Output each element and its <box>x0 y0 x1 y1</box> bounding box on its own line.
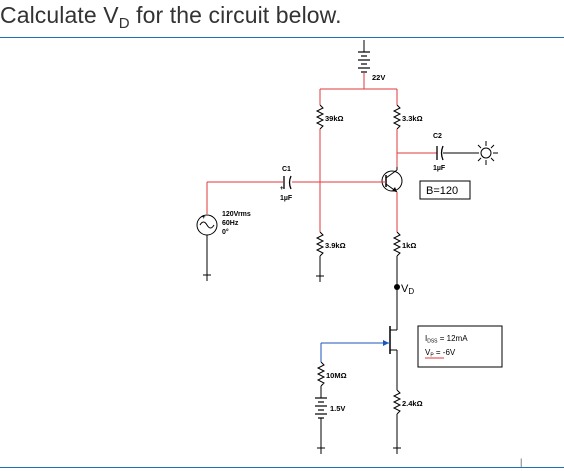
vd-label: VD <box>401 283 415 296</box>
resistor-rc <box>394 105 423 129</box>
stray-pipe-char: | <box>520 457 523 467</box>
r1-label: 39kΩ <box>325 114 344 123</box>
ac-source <box>197 211 251 281</box>
question-subscript: D <box>118 15 130 32</box>
beta-label: B=120 <box>426 185 459 197</box>
resistor-re <box>394 232 416 256</box>
question-prefix: Calculate V <box>0 2 119 28</box>
resistor-rs <box>393 390 423 454</box>
output-probe-icon <box>474 141 498 165</box>
c2-name: C2 <box>433 133 442 140</box>
resistor-r1 <box>317 105 344 129</box>
jfet-params-box <box>418 326 502 367</box>
rc-label: 3.3kΩ <box>402 114 423 123</box>
source-line2: 60Hz <box>222 220 239 227</box>
capacitor-c2 <box>397 133 478 172</box>
resistor-rg <box>318 362 347 386</box>
c1-name: C1 <box>282 166 291 173</box>
rg-label: 10MΩ <box>326 371 347 380</box>
c2-value: 1µF <box>433 165 446 172</box>
ac-source-plus: + <box>202 215 206 221</box>
source-line1: 120Vrms <box>222 211 251 218</box>
idss-param: IDSS = 12mA <box>425 334 468 345</box>
bottom-divider <box>0 467 564 468</box>
jfet-transistor <box>321 326 397 390</box>
supply-22v <box>358 40 385 82</box>
c1-value: 1µF <box>280 195 293 202</box>
question-suffix: for the circuit below. <box>129 2 342 28</box>
vgg-label: 1.5V <box>330 404 346 413</box>
input-network <box>207 182 386 214</box>
resistor-r2 <box>316 232 346 282</box>
battery-vgg <box>315 398 345 454</box>
re-label: 1kΩ <box>402 241 417 250</box>
beta-box <box>420 181 470 199</box>
supply-label: 22V <box>372 73 386 82</box>
vp-param: VP = -6V <box>425 348 456 359</box>
rs-label: 2.4kΩ <box>402 399 423 408</box>
r2-label: 3.9kΩ <box>325 241 346 250</box>
c1-polarity: + <box>280 186 284 192</box>
source-line3: 0° <box>222 229 229 236</box>
capacitor-c1 <box>280 166 293 202</box>
top-rail <box>320 80 397 105</box>
bjt-transistor <box>382 167 402 192</box>
